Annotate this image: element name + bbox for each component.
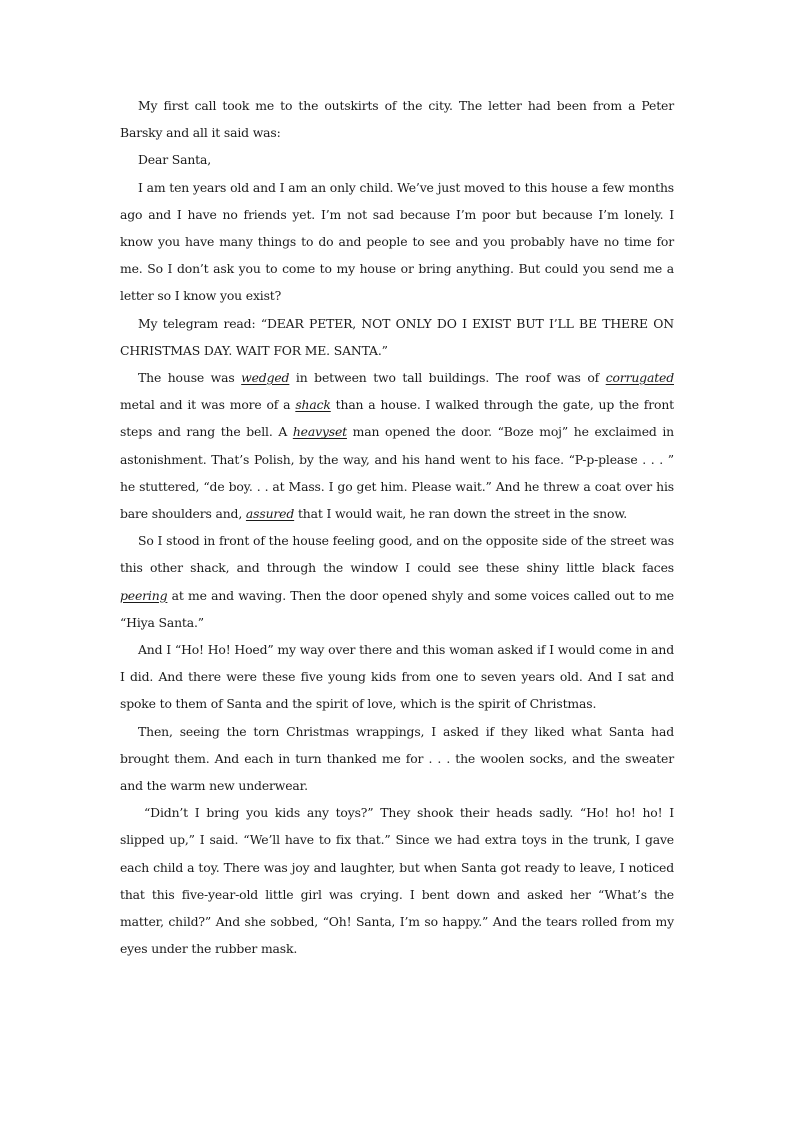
text-segment: So I stood in front of the house feeling good, and on the opposite side of the street was this other shack, and through the window I could see these shiny little black faces <box>120 533 674 576</box>
text-segment: I am ten years old and I am an only child. We’ve just moved to this house a few months ago and I have no friends yet. I’m not sad because I’m poor but because I’m lonely. I know you have many things to do and people to see and you probably have no time for me. So I don’t ask you to come to my house or bring anything. But could you send me a letter so I know you exist? <box>120 179 674 304</box>
paragraph <box>120 174 674 310</box>
text-segment: “Didn’t I bring you kids any toys?” They shook their heads sadly. “Ho! ho! ho! I slipped up,” I said. “We’ll have to fix that.” Since we had extra toys in the trunk, I gave each child a toy. There was joy and laughter, but when Santa got ready to leave, I noticed that this five-year-old little girl was crying. I bent down and asked her “What’s the matter, child?” And she sobbed, “Oh! Santa, I’m so happy.” And the tears rolled from my eyes under the rubber mask. <box>120 805 674 957</box>
text-segment: The house was <box>138 370 242 386</box>
vocabulary-word: wedged <box>241 370 290 386</box>
paragraph <box>120 527 674 636</box>
vocabulary-word: corrugated <box>605 370 674 386</box>
paragraph <box>120 146 674 173</box>
paragraph <box>120 364 674 527</box>
text-segment: man opened the door. “Boze moj” he exclaimed in astonishment. That’s Polish, by the way, and his hand went to his face. “P-p-please . . . ” he stuttered, “de boy. . . at Mass. I go get him. Please wait.” And he threw a coat over his bare shoulders and, <box>120 424 675 522</box>
paragraph <box>120 799 674 962</box>
paragraph <box>120 718 674 800</box>
text-segment: than a house. I walked through the gate, up the front steps and rang the bell. A <box>120 397 674 440</box>
text-segment: Dear Santa, <box>138 152 212 168</box>
vocabulary-word: shack <box>295 397 331 413</box>
paragraph <box>120 92 674 146</box>
paragraph <box>120 636 674 718</box>
text-segment: And I “Ho! Ho! Hoed” my way over there and this woman asked if I would come in and I did. And there were these five young kids from one to seven years old. And I sat and spoke to them of Santa and the spirit of love, which is the spirit of Christmas. <box>120 642 674 712</box>
text-segment: metal and it was more of a <box>120 397 296 413</box>
text-segment: Then, seeing the torn Christmas wrappings, I asked if they liked what Santa had brought them. And each in turn thanked me for . . . the woolen socks, and the sweater and the warm new underwear. <box>120 723 674 794</box>
text-segment: that I would wait, he ran down the street in the snow. <box>294 506 628 522</box>
vocabulary-word: heavyset <box>292 424 347 440</box>
text-segment: in between two tall buildings. The roof was of <box>289 370 606 386</box>
document-page <box>120 92 674 963</box>
text-segment: My telegram read: “DEAR PETER, NOT ONLY DO I EXIST BUT I’LL BE THERE ON CHRISTMAS DAY. WAIT FOR ME. SANTA.” <box>120 315 674 358</box>
vocabulary-word: peering <box>120 587 168 603</box>
vocabulary-word: assured <box>245 506 295 522</box>
story-text <box>120 92 674 963</box>
text-segment: My first call took me to the outskirts of the city. The letter had been from a Peter Barsky and all it said was: <box>120 98 674 141</box>
text-segment: at me and waving. Then the door opened shyly and some voices called out to me “Hiya Santa.” <box>120 587 674 630</box>
paragraph <box>120 310 674 364</box>
